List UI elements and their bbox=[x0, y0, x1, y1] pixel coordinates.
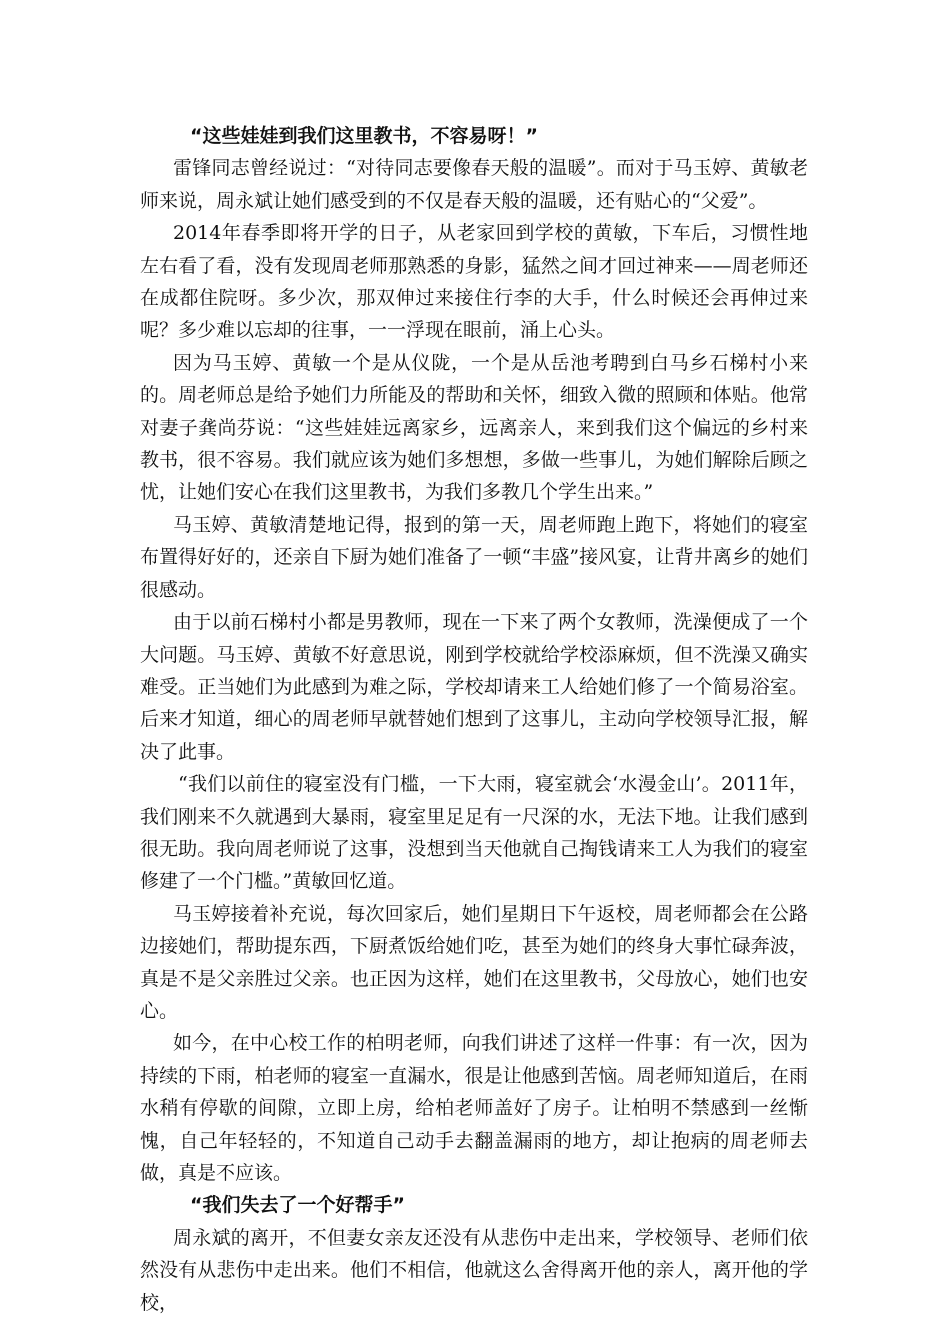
document-body bbox=[140, 120, 808, 1319]
paragraph-recruited-teachers: 因为马玉婷、黄敏一个是从仪陇，一个是从岳池考聘到白马乡石梯村小来的。周老师总是给予她们力所能及的帮助和关怀，细致入微的照顾和体贴。他常对妻子龚尚芬说：“这些娃娃远离家乡，远离亲人，来到我们这个偏远的乡村来教书，很不容易。我们就应该为她们多想想，多做一些事儿，为她们解除后顾之忧，让她们安心在我们这里教书，为我们多教几个学生出来。” bbox=[140, 351, 808, 504]
paragraph-departure: 周永斌的离开，不但妻女亲友还没有从悲伤中走出来，学校领导、老师们依然没有从悲伤中走出来。他们不相信，他就这么舍得离开他的亲人，离开他的学校， bbox=[140, 1226, 808, 1314]
paragraph-sunday-return: 马玉婷接着补充说，每次回家后，她们星期日下午返校，周老师都会在公路边接她们，帮助提东西，下厨煮饭给她们吃，甚至为她们的终身大事忙碌奔波，真是不是父亲胜过父亲。也正因为这样，她们在这里教书，父母放心，她们也安心。 bbox=[140, 902, 808, 1022]
paragraph-spring-2014: 2014年春季即将开学的日子，从老家回到学校的黄敏，下车后，习惯性地左右看了看，没有发现周老师那熟悉的身影，猛然之间才回过神来——周老师还在成都住院呀。多少次，那双伸过来接住行李的大手，什么时候还会再伸过来呢？多少难以忘却的往事，一一浮现在眼前，涌上心头。 bbox=[140, 222, 808, 342]
section-heading-2: “我们失去了一个好帮手” bbox=[190, 1194, 405, 1217]
paragraph-bathroom: 由于以前石梯村小都是男教师，现在一下来了两个女教师，洗澡便成了一个大问题。马玉婷、黄敏不好意思说，刚到学校就给学校添麻烦，但不洗澡又确实难受。正当她们为此感到为难之际，学校却请来工人给她们修了一个简易浴室。后来才知道，细心的周老师早就替她们想到了这事儿，主动向学校领导汇报，解决了此事。 bbox=[140, 611, 808, 763]
section-heading-1: “这些娃娃到我们这里教书，不容易呀！” bbox=[190, 125, 538, 147]
paragraph-threshold: “我们以前住的寝室没有门槛，一下大雨，寝室就会‘水漫金山’。2011年，我们刚来不久就遇到大暴雨，寝室里足足有一尺深的水，无法下地。让我们感到很无助。我向周老师说了这事，没想到当天他就自己掏钱请来工人为我们的寝室修建了一个门槛。”黄敏回忆道。 bbox=[140, 773, 808, 893]
paragraph-roof-repair: 如今，在中心校工作的柏明老师，向我们讲述了这样一件事：有一次，因为持续的下雨，柏老师的寝室一直漏水，很是让他感到苦恼。周老师知道后，在雨水稍有停歇的间隙，立即上房，给柏老师盖好了房子。让柏明不禁感到一丝惭愧，自己年轻轻的，不知道自己动手去翻盖漏雨的地方，却让抱病的周老师去做，真是不应该。 bbox=[140, 1032, 808, 1184]
paragraph-leifeng-quote: 雷锋同志曾经说过：“对待同志要像春天般的温暖”。而对于马玉婷、黄敏老师来说，周永斌让她们感受到的不仅是春天般的温暖，还有贴心的“父爱”。 bbox=[140, 157, 808, 212]
paragraph-first-day: 马玉婷、黄敏清楚地记得，报到的第一天，周老师跑上跑下，将她们的寝室布置得好好的，还亲自下厨为她们准备了一顿“丰盛”接风宴，让背井离乡的她们很感动。 bbox=[140, 513, 808, 601]
